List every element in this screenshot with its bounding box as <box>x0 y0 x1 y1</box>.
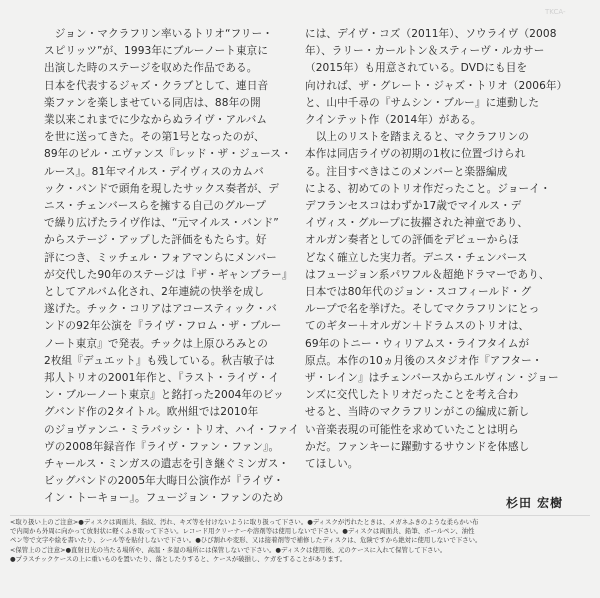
right-column-line: 原点。本作の10ヵ月後のスタジオ作『アフター・ <box>305 354 543 367</box>
right-column-line: 69年のトニー・ウィリアムス・ライフタイムが <box>305 337 530 350</box>
handling-notes <box>10 518 592 564</box>
left-column-line: ック・バンドで頭角を現したサックス奏者が、デ <box>44 182 279 195</box>
left-column-line: 2枚組『デュエット』も残している。秋吉敏子は <box>44 354 275 367</box>
left-column-line: ジョン・マクラフリン率いるトリオ“フリー・ <box>44 28 273 40</box>
right-column-line: と、山中千尋の『サムシン・ブルー』に連動した <box>305 96 540 109</box>
left-column-line: のジョヴァンニ・ミラバッシ・トリオ、ハイ・ファイ <box>44 423 300 436</box>
notes-line: ペン等で文字や絵を書いたり、シール等を貼付しないで下さい。●ひび割れや変形、又は接着剤等で補修したディスクは、危険ですから絶対に使用しないで下さい。 <box>10 536 482 545</box>
right-column-line: デフランセスコはわずか17歳でマイルス・デ <box>305 200 522 213</box>
right-column-line: てのギター＋オルガン＋ドラムスのトリオは、 <box>305 320 530 333</box>
left-column-line: ヴの2008年録音作『ライヴ・ファン・ファン』。 <box>44 440 280 453</box>
left-column-line: 業以来これまでに少なからぬライヴ・アルバム <box>44 114 268 127</box>
right-column-line: ンズに交代したトリオだったことを考え合わ <box>305 389 519 402</box>
liner-notes-right-column <box>305 26 567 473</box>
left-column-line: 遂げた。チック・コリアはアコースティック・バ <box>44 303 277 316</box>
right-column-line: どなく確立した実力者。デニス・チェンバース <box>305 251 528 264</box>
left-column-line: イン・トーキョー』。フュージョン・ファンのため <box>44 492 284 505</box>
right-column-line: （2015年）も用意されている。DVDにも目を <box>305 62 528 75</box>
right-column-line: 本作は同店ライヴの初期の1枚に位置づけられ <box>305 148 526 161</box>
notes-line: ●プラスチックケースの上に重いものを置いたり、落としたりすると、ケースが破損し、ケガをすることがあります。 <box>10 554 347 563</box>
right-column-line: せると、当時のマクラフリンがこの編成に新し <box>305 406 530 419</box>
author-signature: 杉田 宏樹 <box>506 496 564 510</box>
left-column-line: としてアルバム化され、2年連続の快挙を成し <box>44 286 265 299</box>
notes-divider <box>10 515 590 516</box>
left-column-line: ノート東京』で発表。チックは上原ひろみとの <box>44 337 268 350</box>
catalog-mark: TKCA- <box>545 8 566 16</box>
left-column-line: 邦人トリオの2001年作と、『ラスト・ライヴ・イ <box>44 372 280 385</box>
left-column-line: ルース』。81年マイルス・デイヴィスのカムバ <box>44 165 264 178</box>
notes-line: <取り扱い上のご注意>●ディスクは両面共、指紋、汚れ、キズ等を付けないように取り扱って下さい。●ディスクが汚れたときは、メガネふきのような柔らかい布 <box>10 518 479 526</box>
left-column-line: ビッグバンドの2005年大晦日公演作が『ライヴ・ <box>44 475 284 488</box>
right-column-line: クインテット作（2014年）がある。 <box>305 114 482 127</box>
right-column-line: イヴィス・グループに抜擢された神童であり、 <box>305 217 529 230</box>
left-column-line: ン・ブルーノート東京』と銘打った2004年のビッ <box>44 389 284 402</box>
right-column-line: い音楽表現の可能性を求めていたことは明ら <box>305 423 519 436</box>
right-column-line: オルガン奏者としての評価をデビューからほ <box>305 234 519 247</box>
left-column-line: グバンド作の2タイトル。欧州組では2010年 <box>44 406 259 419</box>
left-column-line: 日本を代表するジャズ・クラブとして、連日音 <box>44 79 269 92</box>
right-column-line: ループで名を挙げた。そしてマクラフリンにとっ <box>305 303 540 316</box>
left-column-line: ニス・チェンバースらを擁する自己のグループ <box>44 200 267 213</box>
left-column-line: を世に送ってきた。その第1号となったのが、 <box>44 131 265 144</box>
left-column-line: で繰り広げたライヴ作は、“元マイルス・バンド” <box>44 217 279 230</box>
right-column-line: 日本では80年代のジョン・スコフィールド・グ <box>305 286 532 299</box>
right-column-line: ザ・レイン』はチェンバースからエルヴィン・ジョー <box>305 372 559 385</box>
liner-notes-left-column <box>44 26 300 508</box>
left-column-line: 89年のビル・エヴァンス『レッド・ザ・ジュース・ <box>44 148 292 161</box>
left-column-line: からステージ・アップした評価をもたらす。好 <box>44 234 267 247</box>
left-column-line: 評につき、ミッチェル・フォアマンらにメンバー <box>44 251 277 264</box>
right-column-line: はフュージョン系パワフル＆超絶ドラマーであり、 <box>305 268 550 281</box>
left-column-line: スピリッツ”が、1993年にブルーノート東京に <box>44 45 269 58</box>
right-column-line: 年）、ラリー・カールトン＆スティーヴ・ルカサー <box>305 45 545 58</box>
right-column-line: 向ければ、ザ・グレート・ジャズ・トリオ（2006年） <box>305 79 568 92</box>
right-column-line: 以上のリストを踏まえると、マクラフリンの <box>305 131 529 144</box>
notes-line: <保管上のご注意>●直射日光の当たる場所や、高温・多湿の場所には保管しないで下さい。●ディスクは使用後、元のケースに入れて保管して下さい。 <box>10 545 447 554</box>
right-column-line: かだ。ファンキーに躍動するサウンドを体感し <box>305 440 530 453</box>
right-column-line: には、デイヴ・コズ（2011年）、ソウライヴ（2008 <box>305 28 557 40</box>
notes-line: で内周から外周に向かって放射状に軽くふき取って下さい。レコード用クリーナーや溶剤等は使用しないで下さい。●ディスクは両面共、鉛筆、ボールペン、油性 <box>10 527 475 536</box>
left-column-line: が交代した90年のステージは『ザ・ギャンブラー』 <box>44 268 293 281</box>
right-column-line: てほしい。 <box>305 458 359 471</box>
left-column-line: チャールス・ミンガスの遺志を引き継ぐミンガス・ <box>44 458 290 471</box>
left-column-line: 出演した時のステージを収めた作品である。 <box>44 62 258 75</box>
left-column-line: ンドの92年公演を『ライヴ・フロム・ザ・ブルー <box>44 320 282 333</box>
right-column-line: る。注目すべきはこのメンバーと楽器編成 <box>305 165 508 178</box>
right-column-line: による、初めてのトリオ作だったこと。ジョーイ・ <box>305 182 551 195</box>
left-column-line: 楽ファンを楽しませている同店は、88年の開 <box>44 96 261 109</box>
